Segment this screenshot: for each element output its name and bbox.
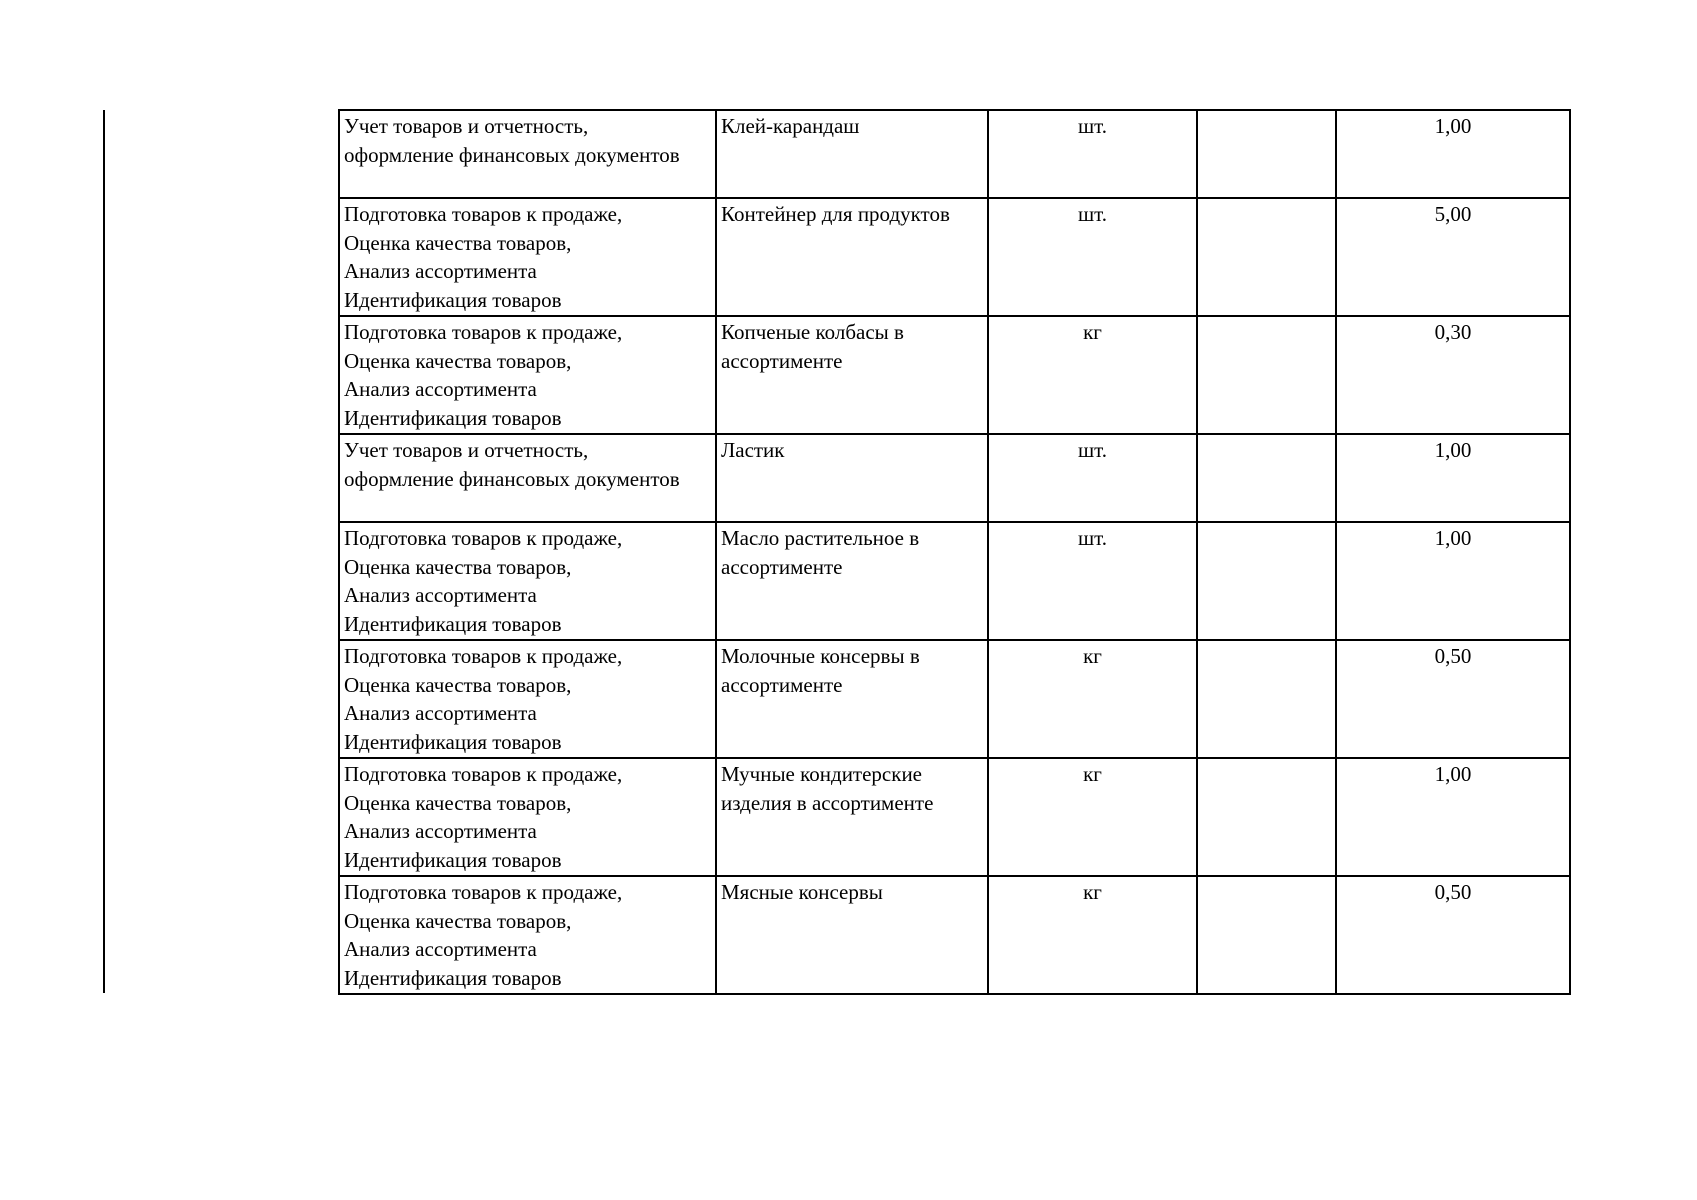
quantity-cell: 1,00 [1336,758,1570,876]
activity-cell [339,640,716,758]
activity-cell [339,522,716,640]
table-row [339,522,1570,640]
activity-line: оформление финансовых документов [344,466,680,491]
activity-cell [339,434,716,522]
quantity-cell: 0,30 [1336,316,1570,434]
item-name: Клей-карандаш [721,114,860,138]
table-row [339,198,1570,316]
left-margin-line [103,110,105,993]
activity-line: Анализ ассортимента [344,937,537,961]
inventory-table-body [339,110,1570,994]
quantity-cell: 1,00 [1336,522,1570,640]
activity-line: Оценка качества товаров, [344,672,572,697]
activity-line: Анализ ассортимента [344,701,537,725]
unit-cell: кг [988,640,1197,758]
table-row [339,758,1570,876]
table-row [339,876,1570,994]
empty-cell [1197,110,1336,198]
quantity-cell: 1,00 [1336,434,1570,522]
activity-line: Анализ ассортимента [344,819,537,843]
activity-line: Подготовка товаров к продаже, [344,880,623,904]
activity-cell [339,198,716,316]
quantity-cell: 0,50 [1336,876,1570,994]
activity-line: Идентификация товаров [344,405,562,430]
quantity-cell: 5,00 [1336,198,1570,316]
inventory-table [338,109,1571,995]
activity-line: Подготовка товаров к продаже, [344,644,623,668]
item-name-cell [716,640,988,758]
quantity-cell: 0,50 [1336,640,1570,758]
empty-cell [1197,198,1336,316]
activity-line: Подготовка товаров к продаже, [344,202,623,226]
activity-line: оформление финансовых документов [344,142,680,167]
empty-cell [1197,522,1336,640]
unit-cell: кг [988,758,1197,876]
empty-cell [1197,876,1336,994]
unit-cell: шт. [988,522,1197,640]
item-name-cell [716,434,988,522]
item-name-cell [716,198,988,316]
item-name-cell [716,316,988,434]
empty-cell [1197,434,1336,522]
activity-line: Идентификация товаров [344,611,562,636]
activity-cell [339,876,716,994]
activity-cell [339,316,716,434]
activity-line: Идентификация товаров [344,965,562,990]
activity-line: Анализ ассортимента [344,583,537,607]
activity-line: Оценка качества товаров, [344,554,572,579]
activity-line: Идентификация товаров [344,729,562,754]
table-row [339,110,1570,198]
activity-cell [339,110,716,198]
activity-line: Оценка качества товаров, [344,348,572,373]
activity-line: Оценка качества товаров, [344,790,572,815]
item-name: Мучные кондитерские изделия в ассортименте [721,762,934,815]
table-row [339,640,1570,758]
item-name-cell [716,758,988,876]
unit-cell: кг [988,316,1197,434]
empty-cell [1197,316,1336,434]
unit-cell: кг [988,876,1197,994]
empty-cell [1197,640,1336,758]
item-name: Мясные консервы [721,880,883,904]
table-row [339,316,1570,434]
activity-line: Идентификация товаров [344,847,562,872]
activity-line: Учет товаров и отчетность, [344,438,589,462]
activity-line: Учет товаров и отчетность, [344,114,589,138]
unit-cell: шт. [988,434,1197,522]
activity-line: Подготовка товаров к продаже, [344,320,623,344]
item-name: Молочные консервы в ассортименте [721,644,920,697]
activity-line: Оценка качества товаров, [344,230,572,255]
item-name-cell [716,110,988,198]
item-name-cell [716,876,988,994]
empty-cell [1197,758,1336,876]
activity-cell [339,758,716,876]
activity-line: Оценка качества товаров, [344,908,572,933]
table-row [339,434,1570,522]
activity-line: Анализ ассортимента [344,377,537,401]
unit-cell: шт. [988,110,1197,198]
quantity-cell: 1,00 [1336,110,1570,198]
activity-line: Подготовка товаров к продаже, [344,762,623,786]
activity-line: Идентификация товаров [344,287,562,312]
item-name: Масло растительное в ассортименте [721,526,920,579]
unit-cell: шт. [988,198,1197,316]
item-name: Ластик [721,438,785,462]
item-name: Контейнер для продуктов [721,202,950,226]
item-name-cell [716,522,988,640]
activity-line: Анализ ассортимента [344,259,537,283]
activity-line: Подготовка товаров к продаже, [344,526,623,550]
item-name: Копченые колбасы в ассортименте [721,320,904,373]
